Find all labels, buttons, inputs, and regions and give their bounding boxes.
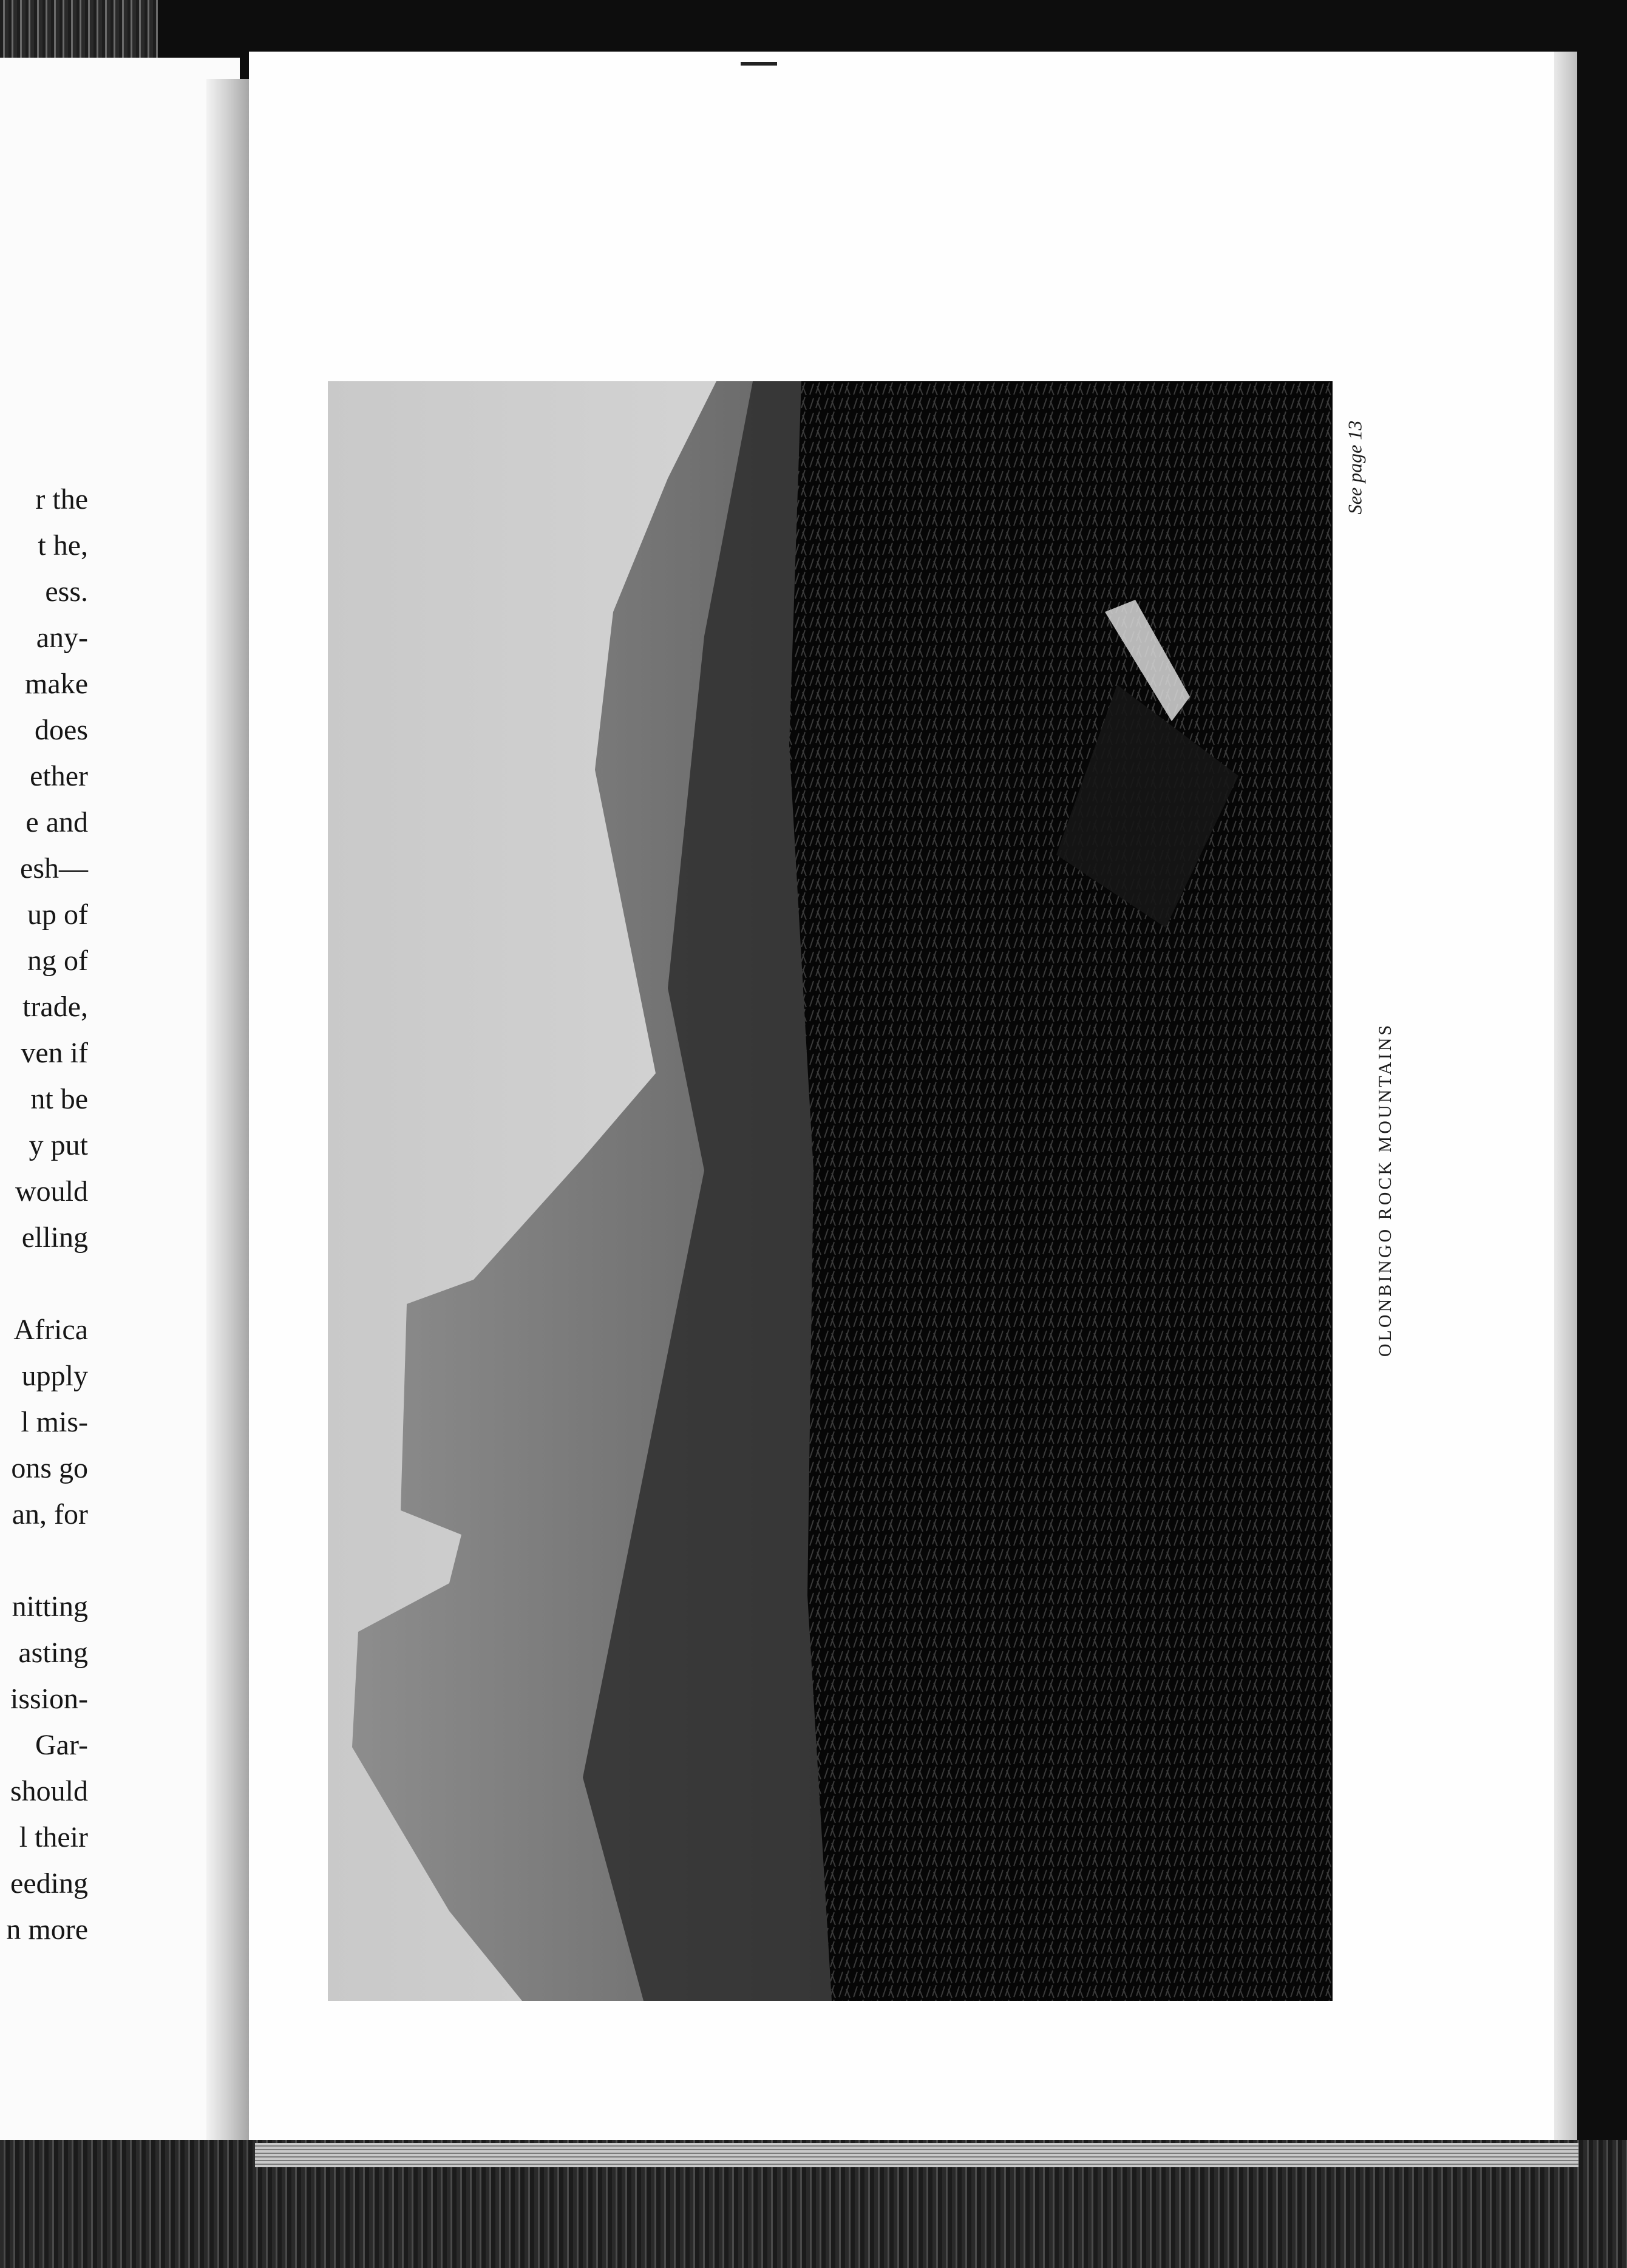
text-line: n more: [6, 1913, 88, 1946]
text-line: Africa: [13, 1314, 88, 1346]
text-line: make: [25, 668, 88, 700]
text-line: any-: [36, 622, 88, 654]
text-line: trade,: [22, 991, 88, 1023]
text-line: nitting: [12, 1591, 88, 1623]
text-line: should: [10, 1775, 88, 1807]
page-mark: [741, 62, 777, 66]
text-line: r the: [35, 483, 88, 515]
text-line: ven if: [21, 1037, 88, 1069]
text-line: asting: [18, 1637, 88, 1669]
text-line: e and: [25, 806, 88, 838]
text-line: Gar-: [35, 1729, 88, 1761]
text-line: l mis-: [21, 1406, 88, 1438]
text-line: t he,: [38, 529, 88, 562]
plate-caption: OLONBINGO ROCK MOUNTAINS: [1375, 1022, 1395, 1357]
mountain-photograph: [328, 381, 1333, 2001]
text-line: elling: [21, 1221, 88, 1254]
text-line: ng of: [27, 945, 88, 977]
left-page-text: [6, 477, 88, 1953]
text-line: does: [35, 714, 88, 746]
text-line: ess.: [45, 575, 88, 608]
text-line: [6, 1538, 88, 1584]
page-edge-stack: [1554, 52, 1577, 2152]
text-line: up of: [27, 898, 88, 931]
page-stack-bottom: [255, 2143, 1578, 2167]
text-line: would: [15, 1175, 88, 1207]
left-page: [0, 58, 240, 2146]
text-line: ission-: [10, 1683, 88, 1715]
text-line: [6, 1261, 88, 1307]
text-line: eeding: [10, 1867, 88, 1900]
text-line: nt be: [30, 1083, 88, 1115]
text-line: an, for: [12, 1498, 88, 1530]
page-reference: See page 13: [1343, 420, 1366, 515]
text-line: y put: [29, 1129, 88, 1161]
text-line: upply: [21, 1360, 88, 1392]
text-line: ether: [30, 760, 88, 792]
book-binding-top: [0, 0, 158, 58]
photo-plate: [328, 381, 1333, 2001]
text-line: ons go: [11, 1452, 88, 1484]
gutter-shadow: [206, 79, 255, 2143]
text-line: esh—: [20, 852, 88, 884]
text-line: l their: [19, 1821, 88, 1853]
